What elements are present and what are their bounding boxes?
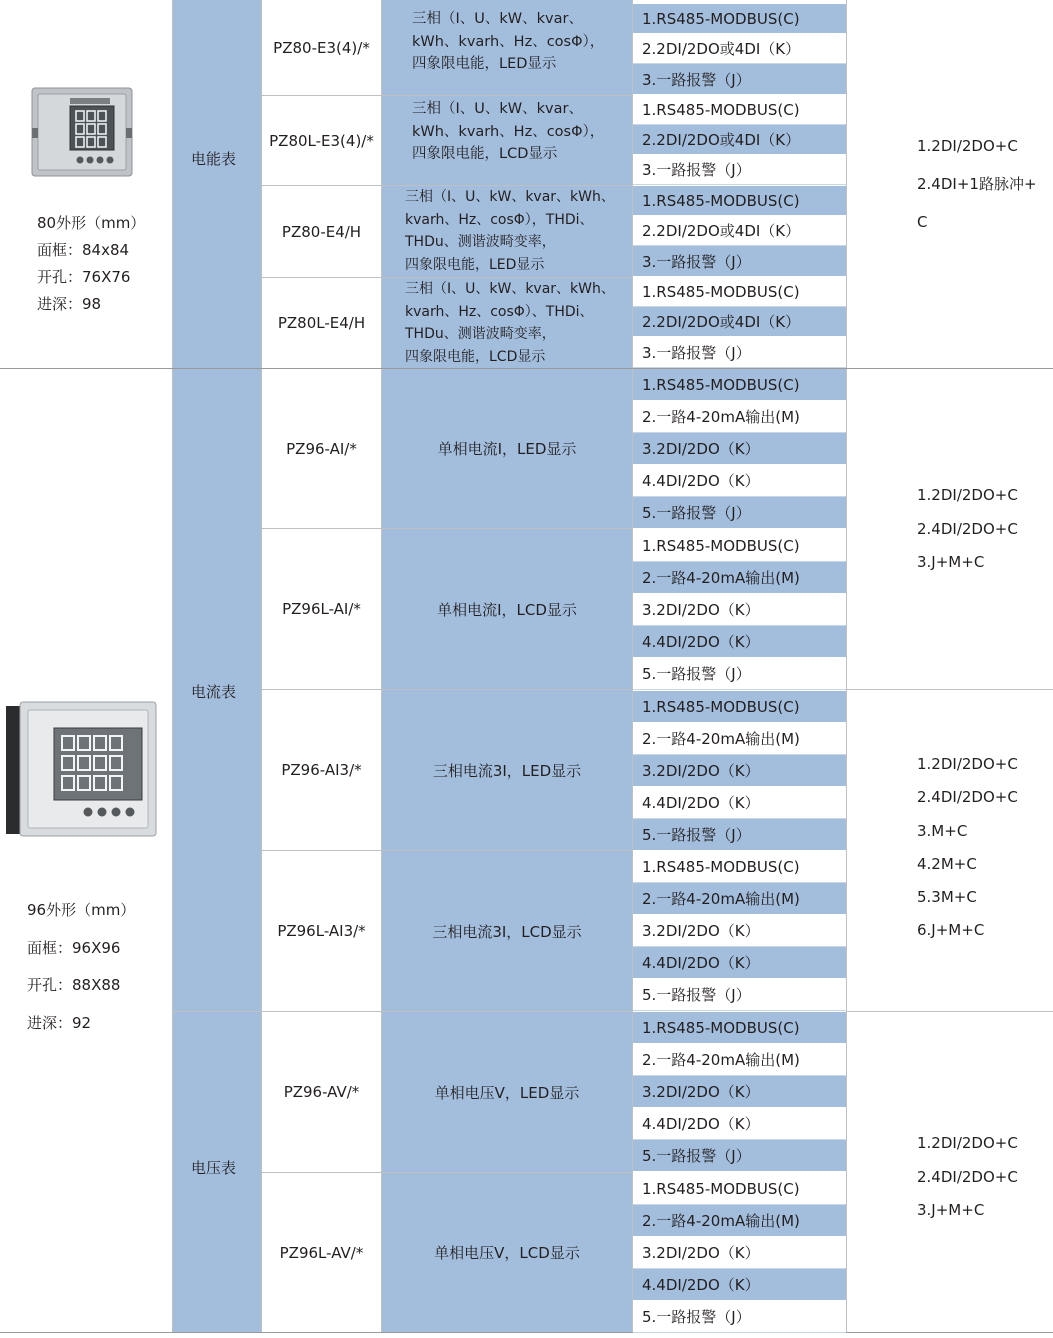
panel-meter-96-icon [6, 700, 158, 840]
option-item: 1.RS485-MODBUS(C) [633, 1012, 846, 1044]
extra-options-three-current: 1.2DI/2DO+C 2.4DI/2DO+C 3.M+C 4.2M+C 5.3M+C 6.J+M+C [917, 755, 1018, 940]
category-voltmeter: 电压表 [191, 1159, 237, 1177]
spec-96 [27, 892, 135, 1042]
option-item: 3.一路报警（J） [633, 155, 846, 185]
model-cell: PZ80-E4/H [281, 222, 362, 241]
function-cell: 单相电压V，LED显示 [434, 1083, 580, 1102]
option-item: 1.RS485-MODBUS(C) [633, 95, 846, 125]
model-cell: PZ80-E3(4)/* [273, 38, 370, 57]
model-cell: PZ96L-AI3/* [277, 922, 366, 940]
option-item: 5.一路报警（J） [633, 979, 846, 1011]
spec-96-cutout: 开孔：88X88 [27, 976, 121, 994]
option-item: 1.RS485-MODBUS(C) [633, 277, 846, 307]
option-item: 1.RS485-MODBUS(C) [633, 369, 846, 401]
option-item: 3.2DI/2DO（K） [633, 433, 846, 465]
option-item: 3.2DI/2DO（K） [633, 1076, 846, 1108]
model-cell: PZ96-AV/* [283, 1083, 360, 1101]
spec-96-shape: 96外形（mm） [27, 901, 136, 919]
option-item: 2.一路4-20mA输出(M) [633, 401, 846, 433]
option-item: 5.一路报警（J） [633, 1301, 846, 1333]
function-cell: 单相电流I，LED显示 [437, 440, 577, 458]
function-cell: 三相（I、U、kW、kvar、 kWh、kvarh、Hz、cosΦ）， 四象限电能，LCD显示 [412, 101, 605, 162]
option-item: 2.2DI/2DO或4DI（K） [633, 34, 846, 64]
model-cell: PZ96L-AV/* [279, 1243, 364, 1262]
function-cell: 三相（I、U、kW、kvar、kWh、 kvarh、Hz、cosΦ）、THDi、 THDu、测谐波畸变率， 四象限电能，LCD显示 [405, 281, 615, 365]
spec-80-depth: 进深：98 [37, 295, 102, 313]
spec-96-frame: 面框：96X96 [27, 938, 121, 957]
option-item: 2.一路4-20mA输出(M) [633, 1044, 846, 1076]
function-cell: 三相（I、U、kW、kvar、 kWh、kvarh、Hz、cosΦ）， 四象限电能，LED显示 [412, 11, 605, 72]
function-cell: 单相电流I，LCD显示 [437, 600, 577, 619]
option-item: 2.2DI/2DO或4DI（K） [633, 216, 846, 246]
function-cell: 三相电流3I，LED显示 [432, 761, 582, 780]
option-item: 2.一路4-20mA输出(M) [633, 883, 846, 915]
model-cell: PZ96-AI3/* [281, 761, 362, 779]
option-item: 5.一路报警（J） [633, 819, 846, 851]
category-column [172, 0, 261, 1332]
model-cell: PZ96L-AI/* [282, 600, 361, 618]
option-item: 2.2DI/2DO或4DI（K） [633, 125, 846, 155]
option-item: 4.4DI/2DO（K） [633, 626, 846, 658]
function-cell: 三相（I、U、kW、kvar、kWh、 kvarh、Hz、cosΦ），THDi、 THDu、测谐波畸变率， 四象限电能，LED显示 [405, 189, 615, 273]
spec-80-cutout: 开孔：76X76 [37, 268, 131, 286]
option-item: 1.RS485-MODBUS(C) [633, 1173, 846, 1205]
option-item: 5.一路报警（J） [633, 1140, 846, 1172]
extra-options-80: 1.2DI/2DO+C 2.4DI+1路脉冲+ C [917, 137, 1037, 231]
option-item: 3.一路报警（J） [633, 246, 846, 277]
spec-80-frame: 面框：84x84 [37, 241, 130, 259]
option-item: 3.一路报警（J） [633, 64, 846, 95]
option-item: 1.RS485-MODBUS(C) [633, 4, 846, 34]
spec-96-depth: 进深：92 [27, 1013, 92, 1032]
extra-options-single-current: 1.2DI/2DO+C 2.4DI/2DO+C 3.J+M+C [917, 486, 1018, 571]
option-item: 3.一路报警（J） [633, 337, 846, 368]
option-item: 1.RS485-MODBUS(C) [633, 186, 846, 216]
option-item: 3.2DI/2DO（K） [633, 1237, 846, 1269]
model-cell: PZ80L-E3(4)/* [269, 131, 374, 150]
option-item: 2.一路4-20mA输出(M) [633, 1205, 846, 1237]
option-item: 2.一路4-20mA输出(M) [633, 723, 846, 755]
option-item: 3.2DI/2DO（K） [633, 915, 846, 947]
option-item: 4.4DI/2DO（K） [633, 465, 846, 497]
extra-options-voltage: 1.2DI/2DO+C 2.4DI/2DO+C 3.J+M+C [917, 1134, 1018, 1219]
model-cell: PZ80L-E4/H [277, 314, 366, 332]
category-ammeter: 电流表 [191, 683, 237, 701]
option-item: 2.一路4-20mA输出(M) [633, 562, 846, 594]
spec-80-shape: 80外形（mm） [37, 214, 146, 232]
function-cell: 三相电流3I，LCD显示 [432, 922, 582, 941]
function-cell: 单相电压V，LCD显示 [434, 1244, 580, 1262]
option-item: 4.4DI/2DO（K） [633, 1108, 846, 1140]
model-cell: PZ96-AI/* [286, 439, 357, 458]
option-item: 1.RS485-MODBUS(C) [633, 530, 846, 562]
option-item: 5.一路报警（J） [633, 497, 846, 529]
panel-meter-80-icon [30, 84, 136, 182]
option-item: 4.4DI/2DO（K） [633, 1269, 846, 1301]
spec-80 [37, 210, 145, 318]
option-item: 4.4DI/2DO（K） [633, 787, 846, 819]
option-item: 4.4DI/2DO（K） [633, 947, 846, 979]
option-item: 1.RS485-MODBUS(C) [633, 851, 846, 883]
option-item: 3.2DI/2DO（K） [633, 755, 846, 787]
option-item: 5.一路报警（J） [633, 658, 846, 690]
option-item: 1.RS485-MODBUS(C) [633, 691, 846, 723]
option-item: 3.2DI/2DO（K） [633, 594, 846, 626]
category-energy-meter: 电能表 [191, 150, 237, 168]
option-item: 2.2DI/2DO或4DI（K） [633, 307, 846, 337]
